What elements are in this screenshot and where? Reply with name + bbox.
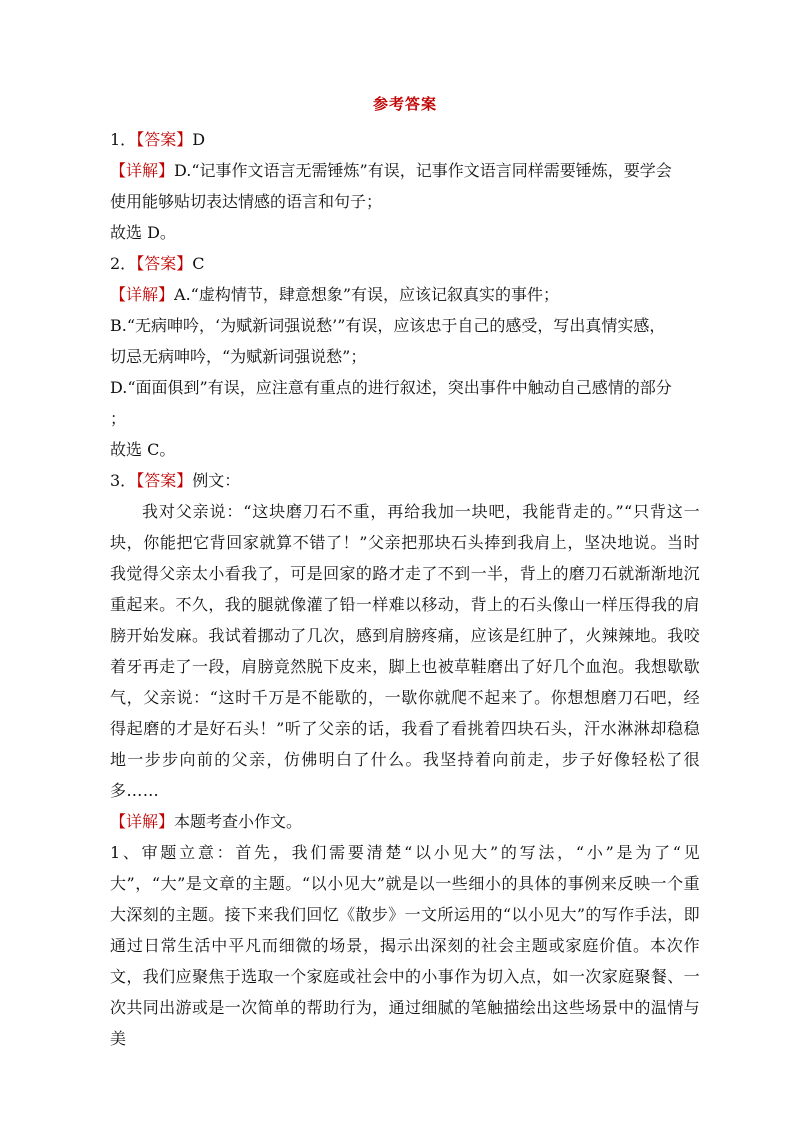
q1-detail-tag: 【详解】 [110, 161, 175, 180]
q2-answer-line [110, 248, 700, 279]
q1-detail-line2: 使用能够贴切表达情感的语言和句子； [110, 192, 383, 211]
q3-detail-line [110, 806, 700, 837]
q2-answer: C [192, 254, 205, 273]
q3-essay: 我对父亲说：“这块磨刀石不重，再给我加一块吧，我能背走的。”“只背这一块，你能把它背回家就算不错了！”父亲把那块石头捧到我肩上，坚决地说。当时我觉得父亲太小看我了，可是回家的路才走了不到一半，背上的磨刀石就渐渐地沉重起来。不久，我的腿就像灌了铅一样难以移动，背上的石头像山一样压得我的肩膀开始发麻。我试着挪动了几次，感到肩膀疼痛，应该是红肿了，火辣辣地。我咬着牙再走了一段，肩膀竟然脱下皮来，脚上也被草鞋磨出了好几个血泡。我想歇歇气，父亲说：“这时千万是不能歇的，一歇你就爬不起来了。你想想磨刀石吧，经得起磨的才是好石头！”听了父亲的话，我看了看挑着四块石头，汗水淋淋却稳稳地一步步向前的父亲，仿佛明白了什么。我坚持着向前走，步子好像轻松了很多…… [110, 502, 700, 800]
q1-answer-tag: 【答案】 [136, 130, 193, 149]
q2-detail-b1: B.“无病呻吟，‘为赋新词强说愁’”有误，应该忠于自己的感受，写出真情实感， [110, 316, 666, 335]
document-page [110, 92, 700, 1054]
q1-conclusion: 故选 D。 [110, 223, 176, 242]
q2-detail-tag: 【详解】 [110, 285, 175, 304]
q2-detail-d1: D.“面面俱到”有误，应注意有重点的进行叙述，突出事件中触动自己感情的部分 [110, 378, 672, 397]
q3-answer-line [110, 465, 700, 496]
q3-number: 3． [110, 471, 137, 490]
q1-answer-line [110, 124, 700, 155]
page-title: 参考答案 [372, 95, 437, 113]
q3-analysis: 1、审题立意：首先，我们需要清楚“以小见大”的写法，“小”是为了“见大”，“大”是文章的主题。“以小见大”就是以一些细小的具体的事例来反映一个重大深刻的主题。接下来我们回忆《散步》一文所运用的“以小见大”的写作手法，即通过日常生活中平凡而细微的场景，揭示出深刻的社会主题或家庭价值。本次作文，我们应聚焦于选取一个家庭或社会中的小事作为切入点，如一次家庭聚餐、一次共同出游或是一次简单的帮助行为，通过细腻的笔触描绘出这些场景中的温情与美 [110, 843, 700, 1048]
q2-number: 2． [110, 254, 137, 273]
q3-answer-tag: 【答案】 [136, 471, 193, 490]
q2-detail-b2: 切忌无病呻吟，“为赋新词强说愁”； [110, 347, 367, 366]
q2-detail-d2: ； [110, 409, 127, 428]
q3-detail-text: 本题考查小作文。 [174, 812, 303, 831]
q2-detail-a [110, 279, 700, 310]
q1-answer: D [192, 130, 206, 149]
q1-number: 1． [110, 130, 137, 149]
q3-detail-tag: 【详解】 [110, 812, 175, 831]
q1-detail-text1: D.“记事作文语言无需锤炼”有误，记事作文语言同样需要锤炼，要学会 [174, 161, 672, 180]
q2-conclusion: 故选 C。 [110, 440, 176, 459]
q3-answer: 例文： [192, 471, 241, 490]
q2-answer-tag: 【答案】 [136, 254, 193, 273]
q1-detail-line1 [110, 155, 700, 186]
q2-detail-a-text: A.“虚构情节，肆意想象”有误，应该记叙真实的事件； [174, 285, 560, 304]
